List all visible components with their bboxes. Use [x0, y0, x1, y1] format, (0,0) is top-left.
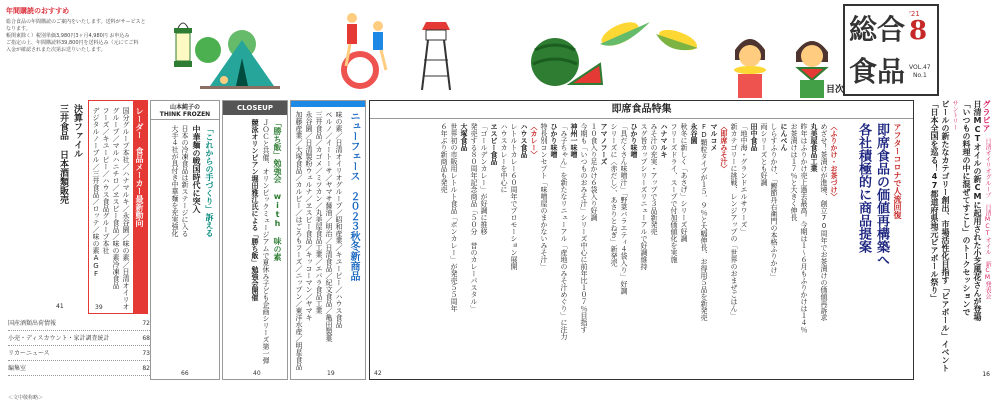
issue-month: 8: [909, 16, 928, 46]
index-row[interactable]: [8, 333, 150, 346]
article-line: ６年ぶり新商品も発売: [440, 123, 448, 193]
frozen-panel: [150, 100, 220, 380]
masthead-char: 品: [877, 55, 906, 88]
article-line: 特長別コンセプト「味噌屋のまかないみそ汁」: [540, 123, 548, 270]
volume: VOL.47: [909, 64, 931, 71]
index-page: 68: [142, 335, 150, 342]
newproducts-title: ニューフェース ２０２３秋冬新商品: [348, 111, 359, 281]
newproducts-line: 味の素／日清オイリオグループ／昭和産業／キユーピー／ハウス食品: [335, 111, 343, 328]
article-line: 新カテゴリーに挑戦、レンジアップの「世界のおまぜごはん」: [730, 123, 738, 319]
frozen-title-line2: THINK FROZEN: [159, 111, 211, 118]
closeup-panel: [222, 100, 288, 380]
issue-number: No.1: [913, 72, 927, 79]
feature-lead-small: アフターコロナで人流回復: [893, 123, 902, 219]
frozen-title-line1: 山本純子の: [169, 104, 200, 111]
article-line: １０食入り足かけ６袋入り好調: [590, 123, 598, 221]
closeup-head: 「勝ち飯」勉強会 with 味の素: [273, 119, 282, 261]
feature-lead-big: 即席食品の価値再構築へ: [874, 123, 889, 266]
corn-icon: [598, 17, 699, 54]
leader-title: レーダー 食品メーカー最新動向: [135, 107, 144, 227]
leader-line: フーズ／キユーピー／ハウス食品グループ本社: [102, 107, 110, 254]
article-line: スグ旨カップシリーズリニューアルで好調維持: [640, 123, 648, 270]
article-line: レトルトカレー６０周年でプロモーション展開: [510, 123, 518, 270]
masthead-char: 合: [877, 13, 906, 46]
intro-line: 帳関東除く）税別単価3,980円3ヶ月4,980円 お申込み: [6, 33, 130, 39]
article-line: 「ゴールデンカレー」が好調に推移: [480, 123, 488, 235]
feature-articles: [378, 123, 838, 355]
intro-heading: 年間購読のおすすめ: [6, 7, 70, 15]
frozen-line: 日本の冷凍食品は新ステージに入る: [181, 125, 189, 237]
article-head: 〈ふりかけ・お茶づけ〉: [830, 123, 838, 200]
masthead-char: 食: [849, 55, 878, 88]
article-line: お茶漬けは１７％と大きく伸長: [790, 123, 798, 221]
article-line: ハウス食品: [520, 123, 528, 158]
article-line: 発売する８０周年記念商品「５０分 昔のカレーパスタル」: [470, 123, 478, 312]
kessan-head: 決算ファイル: [72, 104, 82, 158]
kessan-item: 三井食品: [58, 104, 68, 140]
kessan-page: 41: [56, 303, 64, 310]
gravure-item: 「いつもの料理の中に混ぜてすこし」のトークセッションで: [962, 100, 971, 316]
lantern-icon: [174, 23, 192, 67]
frozen-line: 大手４社が具付き中華麺を充実強化: [171, 125, 179, 237]
intro-line: 入金が確認されまた次第お送りいたします。: [6, 47, 106, 53]
frozen-page: 66: [181, 370, 189, 377]
frozen-head: 「これからの手づくり」訴える: [205, 125, 214, 237]
gravure-item: 日清オイリオグループ 日清MCTオイル 新CM発表会: [984, 138, 991, 299]
index-page: 72: [142, 320, 150, 327]
gravure-page: 16: [982, 371, 990, 378]
gravure-title: グラビア: [982, 100, 991, 132]
subscription-intro: [6, 6, 146, 54]
article-line: 秋冬に新しく「あさげ」シリーズ好調: [680, 123, 688, 242]
article-line: シリーズに〈赤だし〉、あさりとねぎ」新発売: [610, 123, 618, 267]
lifeguard-tower-icon: [422, 22, 450, 90]
index-row[interactable]: [8, 363, 150, 376]
article-line: 永谷園: [690, 123, 698, 144]
leader-panel: [88, 100, 148, 314]
article-line: 両シリーズとも好調: [760, 123, 768, 186]
frozen-title: [151, 101, 219, 120]
index-list: [0, 318, 155, 388]
gravure-item: ビールの新たなカテゴリー創出、市場活性化目指す「ビアボール」イベント: [941, 100, 950, 372]
gravure-item: 「日本全国を巡る！47都道府県地元ビアボール祭り」: [930, 100, 939, 302]
feature-page: 42: [374, 370, 382, 377]
article-head: 〈カレー〉: [530, 123, 538, 158]
article-line: めざせ！茶漬けが進境、創立70周年でお茶漬けの価値再訴求: [820, 123, 828, 321]
article-line: にんべん: [780, 123, 788, 151]
index-label: 国産酒類出荷情報: [8, 320, 57, 327]
newproducts-line: 三井食品／カゴメ／ミツカン／丸美屋食品工業／エバラ食品工業: [315, 111, 323, 314]
kessan-item: 日本酒類販売: [58, 150, 68, 204]
leader-page: 39: [95, 304, 103, 311]
article-line: ひかり味噌: [550, 123, 558, 158]
index-label: 編集室: [8, 365, 27, 372]
feature-lead-big: 各社積極的に商品提案: [856, 123, 871, 253]
article-line: 田中食品: [750, 123, 758, 151]
kessan-section: [48, 100, 86, 314]
closeup-page: 40: [253, 370, 261, 377]
article-line: 世界初の市販用レトルト食品「ボンカレー」が発売５５周年: [450, 123, 458, 312]
masthead-char: 総: [849, 13, 878, 46]
toc-label: 目次: [826, 85, 845, 95]
closeup-line: 競泳オリンピアン堀田雅江氏による「勝ち飯」勉強会開催: [251, 119, 259, 301]
intro-line: 総合食品の年間購読のご案内をいたします。送料がサービスとなります。: [6, 19, 146, 32]
newproducts-line: 永谷園／日清製粉ウェルナ／ヱスビー食品／キッコーマン／ヤマキ: [305, 111, 313, 321]
article-line: ハウスカレーを中心に: [500, 123, 508, 193]
closeup-title: CLOSEUP: [223, 101, 287, 115]
article-line: 昨年はふりかけ売上過去最高。今期は１〜６月もふりかけは１４％: [800, 123, 808, 333]
newproducts-line: 加藤産業／大塚食品／カルビー／はごろもフーズ／ニップン／東洋水産／明星食品: [295, 111, 303, 370]
closeup-line: ＪＯＣと共催、オリンピックミュージアムで夏休み子ども企画シリーズ第一弾: [262, 119, 270, 364]
article-line: みそ汁の充実・アップで３品新発売: [650, 123, 658, 235]
girl-with-corn-icon: [727, 30, 773, 100]
issue-year: '21: [909, 10, 920, 18]
article-line: フリーズドライ、スープで付加価値化を実施: [670, 123, 678, 263]
gravure-item: サントリー: [951, 100, 958, 130]
tent-icon: [195, 30, 280, 89]
article-line: FD顆粒タイプが１５．９％と大幅伸長、お得用５品を新発売: [700, 123, 708, 321]
article-line: アマノフーズ: [600, 123, 608, 165]
article-line: 「み子ちゃん」を新たなリニューアル「産地のみそ汁めぐり」に注力: [560, 123, 568, 340]
index-label: 小売・ディスカウント・家計調査統計: [8, 335, 110, 342]
article-line: 大塚食品: [460, 123, 468, 151]
article-line: 今期も「いつものおみそ汁」シリーズ中心に前年比１０７％目指す: [580, 123, 588, 333]
article-line: 「具だくさん味噌汁」「野菜バラエティ４袋入り」好調: [620, 123, 628, 295]
leader-line: 国分グループ本社／ハナマルキ／永谷園／味の素／日清オイリオ: [122, 107, 130, 310]
article-line: 神州一味噌: [570, 123, 578, 158]
feature-panel: [369, 100, 914, 380]
leader-line: デジタルノーブル／三井食品／ロッテ／味の素AGF: [92, 107, 100, 278]
newproducts-panel: [290, 100, 366, 380]
article-line: マルコメ: [710, 123, 718, 151]
gravure-section: [930, 100, 994, 378]
newproducts-line: ベルノ／イートーサ／ヤマサ醤油／明治／日清食品／紀文食品／亀田製菓: [325, 111, 333, 342]
leader-line: グループ／マルハニチロ／ヱスビー食品／味の素冷凍食品: [112, 107, 120, 289]
article-line: しらすふりかけ、「鰹節丹右衛門の本格ふりかけ」: [770, 123, 778, 281]
index-label: リカーニュース: [8, 350, 50, 357]
gravure-item: 日清MCTオイルの新CMに起用された小芝風花さんが登場: [973, 100, 982, 321]
newproducts-page: 19: [327, 370, 335, 377]
watermelon-icon: [531, 38, 602, 86]
footnote: ＜文中敬称略＞: [8, 395, 44, 401]
index-page: 82: [142, 365, 150, 372]
article-line: ひかり味噌: [630, 123, 638, 158]
index-page: 73: [142, 350, 150, 357]
intro-line: ご指定の上、年間購読料39,800円を送料込み（元にてご料: [6, 40, 139, 46]
swimmers-icon: [344, 13, 386, 86]
article-line: ハナマルキ: [660, 123, 668, 158]
frozen-line: 中華麺の戦国時代に突入: [192, 125, 201, 213]
article-line: 「地中海・グランドエルサワーズ」: [740, 123, 748, 235]
article-line: ヱスビー食品: [490, 123, 498, 165]
index-row[interactable]: [8, 348, 150, 361]
index-row[interactable]: [8, 318, 150, 331]
masthead: [843, 4, 939, 96]
article-line: 丸美屋食品工業: [810, 123, 818, 172]
article-head: 〈即席みそ汁〉: [720, 123, 728, 172]
feature-title: 即席食品特集: [370, 101, 913, 119]
